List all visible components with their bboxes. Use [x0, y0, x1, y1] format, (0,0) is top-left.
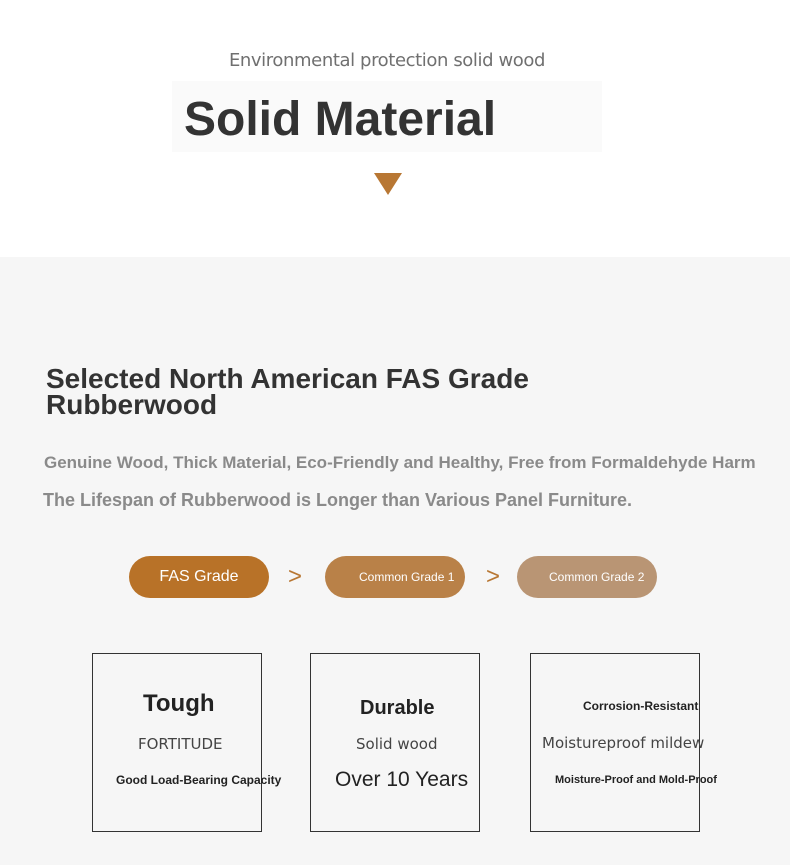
grade-pill-label: FAS Grade [159, 568, 239, 585]
feature-card-corrosion [530, 653, 717, 832]
header-section [0, 0, 790, 257]
card-detail: Over 10 Years [335, 768, 469, 791]
grade-pill-common-1 [325, 556, 465, 598]
feature-card-tough [92, 653, 282, 832]
greater-than-separator: > [288, 563, 303, 590]
page-title: Solid Material [184, 93, 497, 146]
down-triangle-icon [374, 173, 402, 195]
grade-pill-fas [129, 556, 269, 598]
greater-than-separator: > [486, 563, 501, 590]
card-title: Tough [143, 690, 215, 717]
section-kicker: Environmental protection solid wood [228, 50, 546, 71]
grade-pill-label: Common Grade 2 [549, 570, 645, 584]
grade-pill-common-2 [517, 556, 657, 598]
card-detail: Good Load-Bearing Capacity [116, 773, 282, 787]
card-detail: Moisture-Proof and Mold-Proof [555, 774, 717, 786]
feature-card-durable [310, 653, 480, 832]
card-title: Corrosion-Resistant [583, 699, 699, 713]
description-line-1: Genuine Wood, Thick Material, Eco-Friendly and Healthy, Free from Formaldehyde Harm [44, 453, 756, 472]
section-heading: Selected North American FAS Grade Rubberwood [46, 363, 529, 420]
grade-pill-label: Common Grade 1 [359, 570, 455, 584]
card-subtitle: FORTITUDE [138, 735, 223, 753]
card-title: Durable [360, 697, 435, 719]
description-line-2: The Lifespan of Rubberwood is Longer than Various Panel Furniture. [43, 490, 633, 510]
card-subtitle: Moistureproof mildew [542, 734, 705, 752]
card-subtitle: Solid wood [356, 735, 438, 753]
